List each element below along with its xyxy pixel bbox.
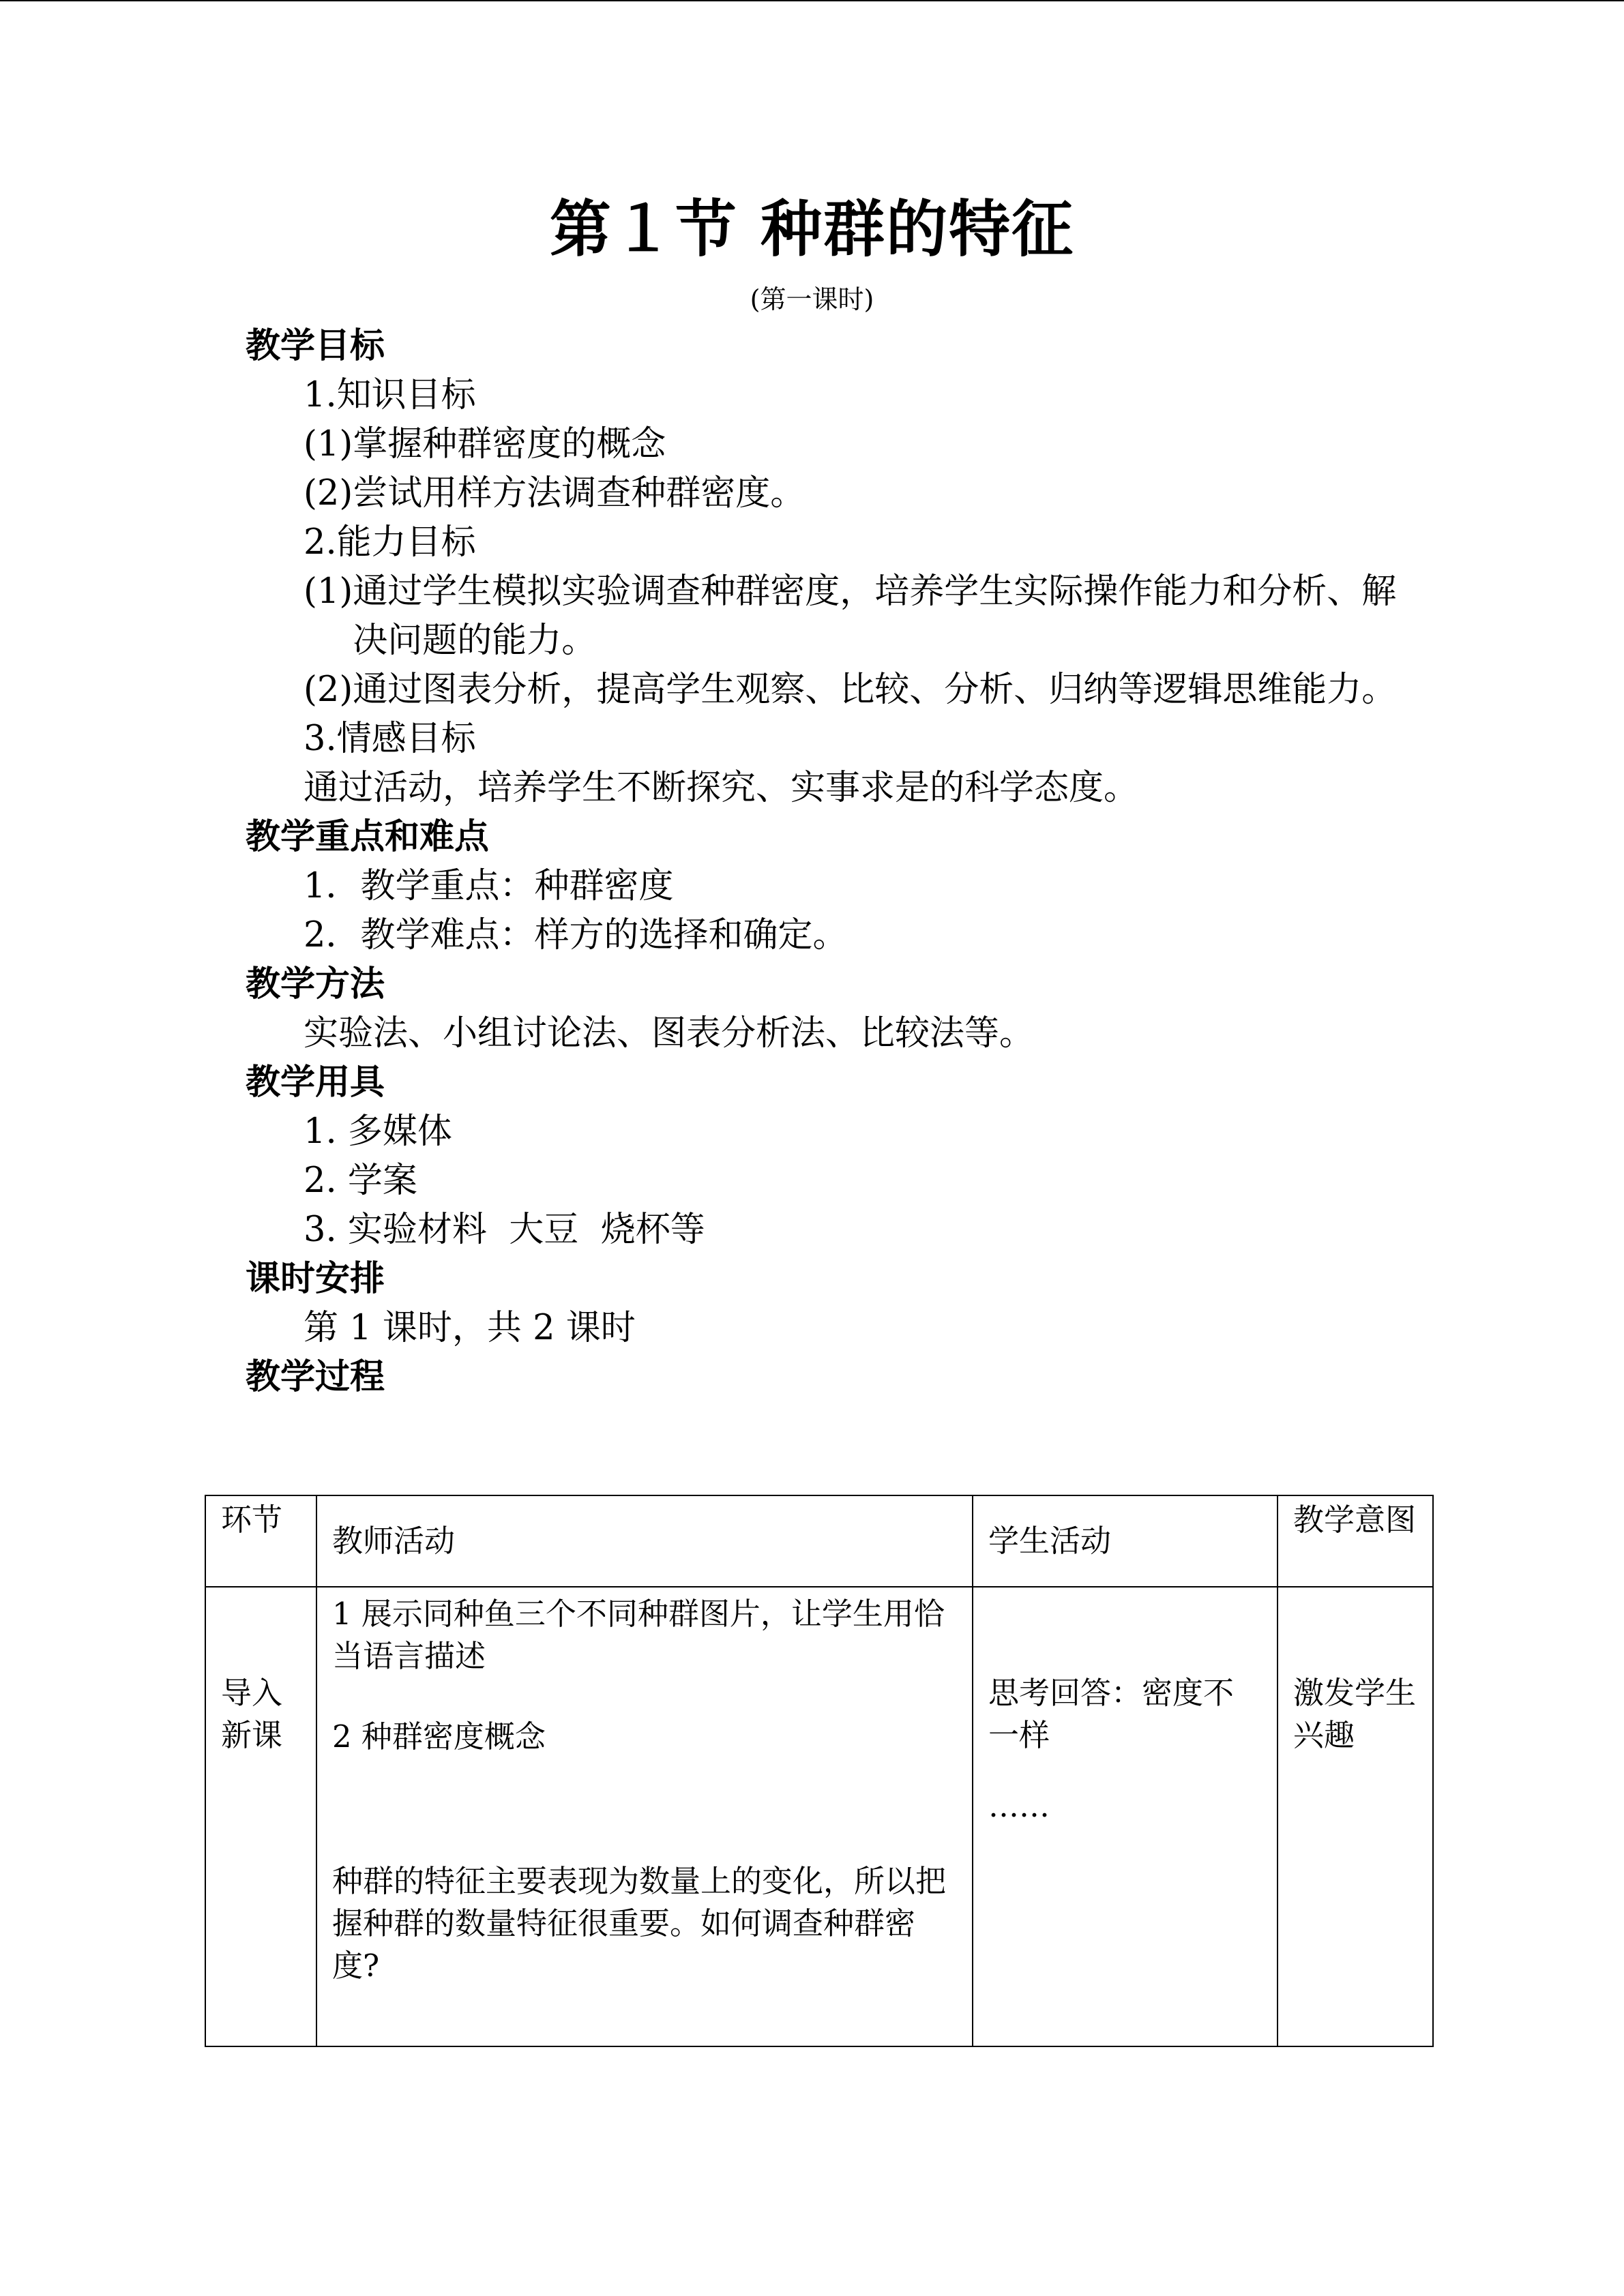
teacher-activity-step: 种群的特征主要表现为数量上的变化，所以把握种群的数量特征很重要。如何调查种群密度? (332, 1863, 947, 1984)
item-text: 通过学生模拟实验调查种群密度，培养学生实际操作能力和分析、解决问题的能力。 (353, 571, 1397, 661)
cell-student-activity (973, 1587, 1278, 2046)
item-text: 尝试用样方法调查种群密度。 (353, 473, 806, 513)
heading-methods: 教学方法 (246, 964, 385, 1004)
heading-objectives: 教学目标 (246, 326, 385, 366)
document-body (246, 322, 1405, 1402)
header-teaching-intent: 教学意图 (1278, 1495, 1433, 1587)
tool-item: 2. 学案 (304, 1161, 417, 1201)
header-teacher-activity: 教师活动 (316, 1495, 973, 1587)
ability-item (246, 567, 1405, 666)
item-text: 掌握种群密度的概念 (353, 424, 666, 464)
methods-text: 实验法、小组讨论法、图表分析法、比较法等。 (304, 1013, 1035, 1054)
key-point-item: 2．教学难点：样方的选择和确定。 (304, 915, 848, 955)
student-activity-text: 思考回答：密度不一样 (988, 1675, 1235, 1753)
heading-key-points: 教学重点和难点 (246, 817, 490, 857)
item-number: (2) (304, 670, 353, 710)
emotion-objective-text: 通过活动，培养学生不断探究、实事求是的科学态度。 (304, 768, 1139, 808)
table-row (205, 1587, 1433, 2046)
item-number: (2) (304, 473, 353, 513)
tool-item: 1. 多媒体 (304, 1112, 452, 1152)
ability-objective-title: 2.能力目标 (304, 522, 476, 563)
knowledge-item (246, 469, 1405, 518)
item-text: 通过图表分析，提高学生观察、比较、分析、归纳等逻辑思维能力。 (353, 670, 1397, 710)
header-student-activity: 学生活动 (973, 1495, 1278, 1587)
tool-item: 3. 实验材料 大豆 烧杯等 (304, 1210, 705, 1250)
table-header-row (205, 1495, 1433, 1587)
stage-text: 导入新课 (221, 1675, 283, 1753)
heading-tools: 教学用具 (246, 1062, 385, 1103)
page-title: 第１节 种群的特征 (549, 193, 1075, 265)
heading-schedule: 课时安排 (246, 1259, 385, 1299)
student-activity-ellipsis: …… (988, 1788, 1050, 1824)
intent-text: 激发学生兴趣 (1293, 1675, 1417, 1753)
item-number: (1) (304, 424, 353, 464)
cell-teaching-intent (1278, 1587, 1433, 2046)
ability-item (246, 666, 1405, 715)
teacher-activity-step: 1 展示同种鱼三个不同种群图片，让学生用恰当语言描述 (332, 1596, 945, 1674)
cell-stage (205, 1587, 316, 2046)
schedule-text: 第 1 课时，共 2 课时 (304, 1308, 636, 1348)
key-point-item: 1．教学重点：种群密度 (304, 866, 674, 906)
heading-process: 教学过程 (246, 1357, 385, 1397)
item-number: (1) (304, 571, 353, 612)
page-subtitle: (第一课时) (750, 284, 874, 314)
teacher-activity-step: 2 种群密度概念 (332, 1718, 546, 1755)
emotion-objective-title: 3.情感目标 (304, 719, 476, 759)
header-stage: 环节 (205, 1495, 316, 1587)
knowledge-item (246, 420, 1405, 469)
lesson-process-table (205, 1495, 1434, 2047)
knowledge-objective-title: 1.知识目标 (304, 375, 476, 415)
cell-teacher-activity (316, 1587, 973, 2046)
